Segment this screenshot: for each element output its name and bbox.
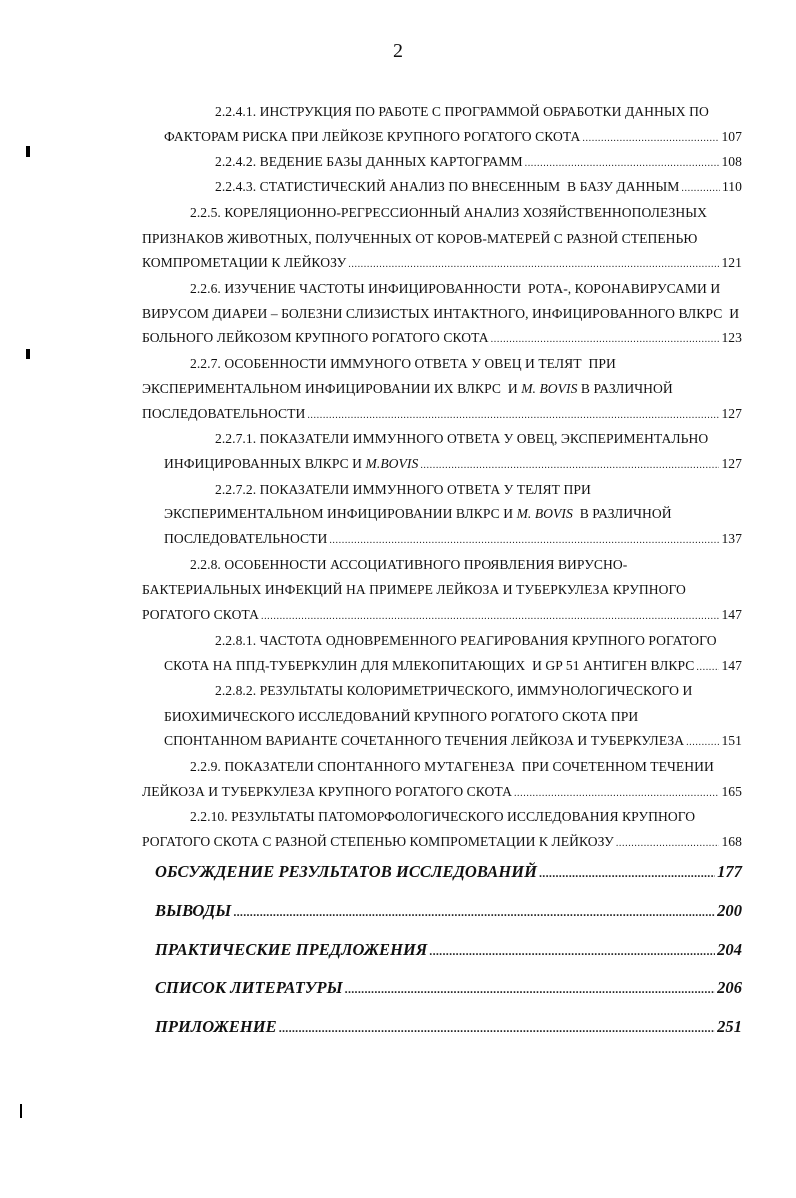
toc-line: [164, 504, 672, 524]
toc-entry-text: ПОСЛЕДОВАТЕЛЬНОСТИ: [142, 406, 306, 421]
dot-leader: [233, 901, 715, 923]
dot-leader: [261, 607, 719, 627]
toc-major-section: [155, 939, 742, 962]
toc-line: [190, 279, 720, 299]
toc-entry-text: БОЛЬНОГО ЛЕЙКОЗОМ КРУПНОГО РОГАТОГО СКОТА: [142, 330, 489, 345]
toc-page-number: 200: [717, 901, 742, 920]
toc-line: [190, 757, 714, 777]
toc-page-number: 206: [717, 978, 742, 997]
toc-major-section: [155, 977, 742, 1000]
toc-entry-text: ЭКСПЕРИМЕНТАЛЬНОМ ИНФИЦИРОВАНИИ ВЛКРС И: [164, 506, 517, 521]
toc-entry-text: 2.2.7.1. ПОКАЗАТЕЛИ ИММУННОГО ОТВЕТА У ОВЕЦ, ЭКСПЕРИМЕНТАЛЬНО: [215, 431, 709, 446]
toc-entry-text: РОГАТОГО СКОТА С РАЗНОЙ СТЕПЕНЬЮ КОМПРОМЕТАЦИИ К ЛЕЙКОЗУ: [142, 834, 614, 849]
toc-line: [142, 580, 686, 600]
dot-leader: [491, 330, 720, 350]
toc-line: [215, 480, 591, 500]
toc-entry-species: M. BOVIS: [521, 381, 578, 396]
toc-page-number: 168: [721, 834, 742, 849]
toc-line: [215, 152, 742, 174]
toc-entry-text: 2.2.10. РЕЗУЛЬТАТЫ ПАТОМОРФОЛОГИЧЕСКОГО ИССЛЕДОВАНИЯ КРУПНОГО: [190, 809, 696, 824]
toc-entry-text: 2.2.9. ПОКАЗАТЕЛИ СПОНТАННОГО МУТАГЕНЕЗА ПРИ СОЧЕТЕННОМ ТЕЧЕНИИ: [190, 759, 714, 774]
toc-entry-text: 2.2.8.2. РЕЗУЛЬТАТЫ КОЛОРИМЕТРИЧЕСКОГО, ИММУНОЛОГИЧЕСКОГО И: [215, 683, 693, 698]
toc-line: [142, 782, 742, 804]
toc-entry-text: ИНФИЦИРОВАННЫХ ВЛКРС И: [164, 456, 366, 471]
toc-line: [190, 354, 616, 374]
toc-page-number: 177: [717, 862, 742, 881]
toc-page-number: 251: [717, 1017, 742, 1036]
dot-leader: [279, 1017, 715, 1039]
toc-entry-text: 2.2.8.1. ЧАСТОТА ОДНОВРЕМЕННОГО РЕАГИРОВАНИЯ КРУПНОГО РОГАТОГО: [215, 633, 717, 648]
toc-major-title: ПРАКТИЧЕСКИЕ ПРЕДЛОЖЕНИЯ: [155, 940, 428, 959]
toc-line: [164, 656, 742, 678]
scan-mark: [26, 146, 30, 157]
toc-entry-text: КОМПРОМЕТАЦИИ К ЛЕЙКОЗУ: [142, 255, 347, 270]
toc-line: [142, 253, 742, 275]
page-number: 2: [393, 40, 403, 62]
toc-major-title: ПРИЛОЖЕНИЕ: [155, 1017, 277, 1036]
toc-page-number: 123: [721, 330, 742, 345]
scan-mark: [26, 349, 30, 359]
toc-entry-text: ФАКТОРАМ РИСКА ПРИ ЛЕЙКОЗЕ КРУПНОГО РОГАТОГО СКОТА: [164, 129, 581, 144]
toc-entry-text: СКОТА НА ППД-ТУБЕРКУЛИН ДЛЯ МЛЕКОПИТАЮЩИХ И GP 51 АНТИГЕН ВЛКРС: [164, 658, 695, 673]
toc-entry-text: 2.2.4.1. ИНСТРУКЦИЯ ПО РАБОТЕ С ПРОГРАММОЙ ОБРАБОТКИ ДАННЫХ ПО: [215, 104, 709, 119]
toc-line: [142, 404, 742, 426]
toc-page-number: 107: [721, 129, 742, 144]
toc-entry-text: 2.2.5. КОРЕЛЯЦИОННО-РЕГРЕССИОННЫЙ АНАЛИЗ ХОЗЯЙСТВЕННОПОЛЕЗНЫХ: [190, 205, 707, 220]
toc-line: [190, 203, 707, 223]
dot-leader: [329, 531, 719, 551]
toc-entry-text: 2.2.8. ОСОБЕННОСТИ АССОЦИАТИВНОГО ПРОЯВЛЕНИЯ ВИРУСНО-: [190, 557, 628, 572]
dot-leader: [681, 179, 720, 199]
toc-page-number: 147: [721, 607, 742, 622]
dot-leader: [525, 154, 720, 174]
toc-page-number: 165: [721, 784, 742, 799]
toc-page-number: 137: [721, 531, 742, 546]
dot-leader: [420, 456, 719, 476]
toc-major-title: ВЫВОДЫ: [155, 901, 232, 920]
toc-line: [142, 304, 739, 324]
toc-line: [164, 454, 742, 476]
toc-line: [142, 328, 742, 350]
toc-line: [142, 229, 697, 249]
toc-page-number: 147: [721, 658, 742, 673]
dot-leader: [348, 255, 719, 275]
toc-entry-species: M.BOVIS: [365, 456, 419, 471]
dot-leader: [616, 834, 720, 854]
toc-entry-text: БИОХИМИЧЕСКОГО ИССЛЕДОВАНИЙ КРУПНОГО РОГАТОГО СКОТА ПРИ: [164, 709, 639, 724]
toc-line: [215, 681, 692, 701]
toc-line: [164, 529, 742, 551]
dot-leader: [345, 978, 715, 1000]
toc-line: [164, 707, 638, 727]
toc-line: [215, 631, 717, 651]
toc-page-number: 121: [721, 255, 742, 270]
toc-page-number: 108: [721, 154, 742, 169]
scan-mark: [20, 1104, 22, 1118]
dot-leader: [696, 658, 719, 678]
toc-major-section: [155, 861, 742, 884]
toc-major-title: ОБСУЖДЕНИЕ РЕЗУЛЬТАТОВ ИССЛЕДОВАНИЙ: [155, 862, 537, 881]
toc-major-title: СПИСОК ЛИТЕРАТУРЫ: [155, 978, 343, 997]
toc-line: [142, 379, 673, 399]
toc-entry-text: ВИРУСОМ ДИАРЕИ – БОЛЕЗНИ СЛИЗИСТЫХ ИНТАКТНОГО, ИНФИЦИРОВАННОГО ВЛКРС И: [142, 306, 740, 321]
toc-entry-text: 2.2.7. ОСОБЕННОСТИ ИММУНОГО ОТВЕТА У ОВЕЦ И ТЕЛЯТ ПРИ: [190, 356, 616, 371]
dot-leader: [429, 940, 715, 962]
toc-page-number: 151: [721, 733, 742, 748]
toc-entry-text: БАКТЕРИАЛЬНЫХ ИНФЕКЦИЙ НА ПРИМЕРЕ ЛЕЙКОЗА И ТУБЕРКУЛЕЗА КРУПНОГО: [142, 582, 686, 597]
dot-leader: [582, 129, 719, 149]
toc-entry-text: 2.2.4.3. СТАТИСТИЧЕСКИЙ АНАЛИЗ ПО ВНЕСЕННЫМ В БАЗУ ДАННЫМ: [215, 179, 680, 194]
toc-line: [215, 177, 742, 199]
toc-entry-text: ПРИЗНАКОВ ЖИВОТНЫХ, ПОЛУЧЕННЫХ ОТ КОРОВ-МАТЕРЕЙ С РАЗНОЙ СТЕПЕНЬЮ: [142, 231, 698, 246]
toc-entry-species: M. BOVIS: [516, 506, 573, 521]
toc-line: [215, 102, 709, 122]
dot-leader: [686, 733, 719, 753]
toc-line: [142, 605, 742, 627]
toc-page-number: 110: [721, 179, 742, 194]
toc-entry-text: 2.2.6. ИЗУЧЕНИЕ ЧАСТОТЫ ИНФИЦИРОВАННОСТИ РОТА-, КОРОНАВИРУСАМИ И: [190, 281, 721, 296]
toc-entry-text: 2.2.7.2. ПОКАЗАТЕЛИ ИММУННОГО ОТВЕТА У ТЕЛЯТ ПРИ: [215, 482, 591, 497]
toc-page-number: 204: [717, 940, 742, 959]
toc-line: [190, 807, 695, 827]
toc-page-number: 127: [721, 456, 742, 471]
toc-line: [142, 832, 742, 854]
toc-entry-text: СПОНТАННОМ ВАРИАНТЕ СОЧЕТАННОГО ТЕЧЕНИЯ ЛЕЙКОЗА И ТУБЕРКУЛЕЗА: [164, 733, 685, 748]
toc-major-section: [155, 1016, 742, 1039]
toc-entry-text: ЭКСПЕРИМЕНТАЛЬНОМ ИНФИЦИРОВАНИИ ИХ ВЛКРС И: [142, 381, 522, 396]
dot-leader: [514, 784, 720, 804]
toc-page-number: 127: [721, 406, 742, 421]
toc-entry-text-continued: В РАЗЛИЧНОЙ: [572, 506, 672, 521]
toc-entry-text: ЛЕЙКОЗА И ТУБЕРКУЛЕЗА КРУПНОГО РОГАТОГО СКОТА: [142, 784, 512, 799]
toc-line: [190, 555, 627, 575]
toc-line: [164, 731, 742, 753]
toc-major-section: [155, 900, 742, 923]
toc-entry-text: ПОСЛЕДОВАТЕЛЬНОСТИ: [164, 531, 328, 546]
toc-entry-text: 2.2.4.2. ВЕДЕНИЕ БАЗЫ ДАННЫХ КАРТОГРАММ: [215, 154, 523, 169]
dot-leader: [307, 406, 719, 426]
toc-line: [164, 127, 742, 149]
toc-line: [215, 429, 708, 449]
toc-entry-text-continued: В РАЗЛИЧНОЙ: [577, 381, 673, 396]
dot-leader: [539, 862, 715, 884]
toc-entry-text: РОГАТОГО СКОТА: [142, 607, 259, 622]
